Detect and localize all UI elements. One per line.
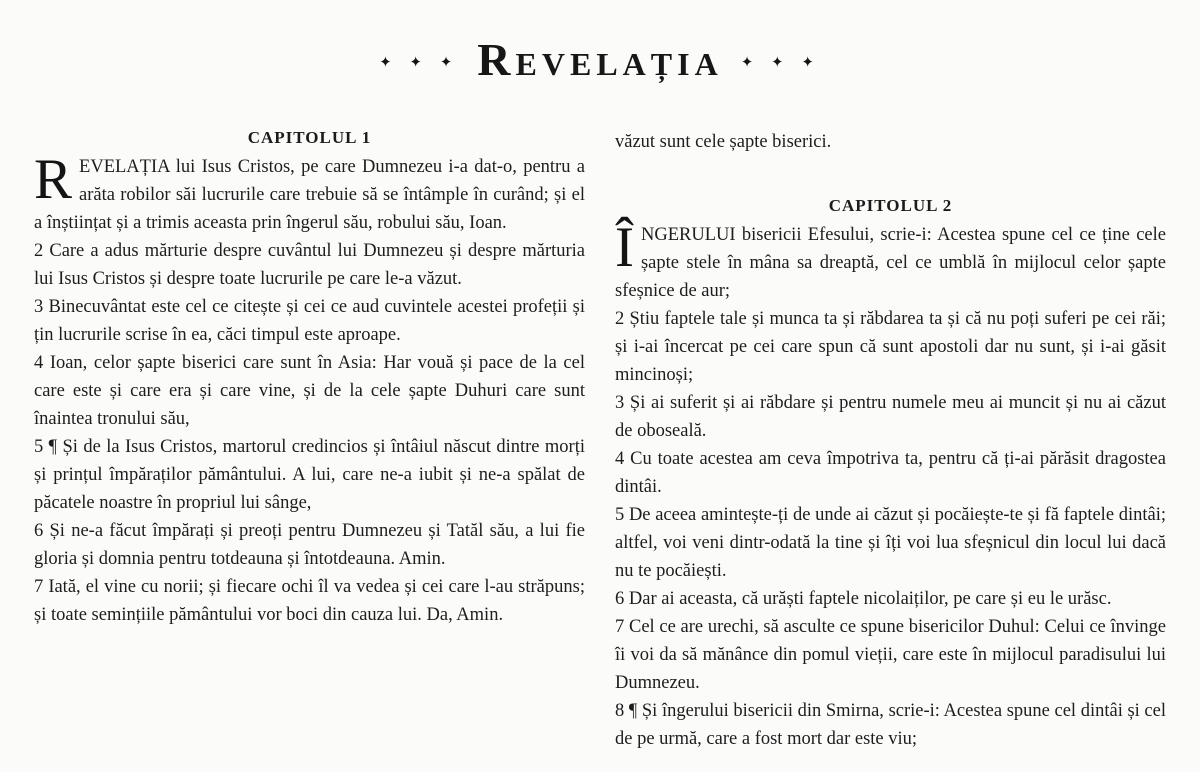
verse-paragraph: 8 ¶ Și îngerului bisericii din Smirna, scrie-i: Acestea spune cel dintâi și cel de pe urmă, care a fost mort dar este viu; — [615, 701, 1166, 749]
verse-paragraph: 5 De aceea amintește-ți de unde ai căzut și pocăiește-te și fă faptele dintâi; altfel, voi veni dintr-odată la tine și îți voi lua sfeșnicul din locul lui dacă nu te pocăiești. — [615, 505, 1166, 581]
verse-paragraph: 5 ¶ Și de la Isus Cristos, martorul credincios și întâiul născut dintre morți și prințul împăraților pământului. A lui, care ne-a iubit și ne-a spălat de păcatele noastre în propriul lui sânge, — [34, 437, 585, 513]
verse-paragraph: 4 Cu toate acestea am ceva împotriva ta, pentru că ți-ai părăsit dragostea dintâi. — [615, 449, 1166, 497]
verse-paragraph: 6 Dar ai aceasta, că urăști faptele nicolaiților, pe care și eu le urăsc. — [615, 589, 1112, 609]
verse-text: NGERULUI bisericii Efesului, scrie-i: Acestea spune cel ce ține cele șapte stele în mâna sa dreaptă, cel ce umblă în mijlocul celor șapte sfeșnice de aur; — [615, 225, 1166, 301]
drop-cap-letter: Î — [615, 216, 634, 279]
chapter-1-opening-verse — [34, 148, 585, 237]
carryover-verse-fragment: văzut sunt cele șapte biserici. — [615, 132, 832, 152]
verse-paragraph: 6 Și ne-a făcut împărați și preoți pentru Dumnezeu și Tatăl său, a lui fie gloria și domnia pentru totdeauna și întotdeauna. Amin. — [34, 521, 585, 569]
diamond-ornament-icon: ✦ ✦ ✦ — [740, 54, 821, 71]
book-title: Revelația — [477, 34, 723, 85]
verse-paragraph: 3 Și ai suferit și ai răbdare și pentru numele meu ai muncit și nu ai căzut de oboseală. — [615, 393, 1166, 441]
book-title-row — [0, 36, 1200, 84]
column-left — [34, 128, 585, 753]
chapter-2-opening-verse — [615, 216, 1166, 305]
verse-paragraph: 2 Care a adus mărturie despre cuvântul lui Dumnezeu și despre mărturia lui Isus Cristos și despre toate lucrurile pe care le-a văzut. — [34, 241, 585, 289]
chapter-2-heading: CAPITOLUL 2 — [828, 196, 953, 215]
verse-paragraph: 7 Iată, el vine cu norii; și fiecare ochi îl va vedea și cei care l-au străpuns; și toate semințiile pământului vor boci din cauza lui. Da, Amin. — [34, 577, 585, 625]
drop-cap-letter: R — [34, 148, 73, 211]
diamond-ornament-icon: ✦ ✦ ✦ — [379, 54, 460, 71]
column-right — [615, 128, 1166, 753]
verse-paragraph: 2 Știu faptele tale și munca ta și răbdarea ta și că nu poți suferi pe cei răi; și i-ai încercat pe cei care spun că sunt apostoli dar nu sunt, și i-ai găsit mincinoși; — [615, 309, 1166, 385]
chapter-1-heading: CAPITOLUL 1 — [247, 128, 372, 147]
verse-paragraph: 4 Ioan, celor șapte biserici care sunt în Asia: Har vouă și pace de la cel care este și care era și care vine, și de la cele șapte Duhuri care sunt înaintea tronului său, — [34, 353, 585, 429]
verse-text: EVELAȚIA lui Isus Cristos, pe care Dumnezeu i-a dat-o, pentru a arăta robilor săi lucrurile care trebuie să se întâmple în curând; și el a înștiințat și a trimis aceasta prin îngerul său, robului său, Ioan. — [34, 157, 585, 233]
two-column-text-block — [0, 128, 1200, 753]
verse-paragraph: 7 Cel ce are urechi, să asculte ce spune bisericilor Duhul: Celui ce învinge îi voi da să mănânce din pomul vieții, care este în mijlocul paradisului lui Dumnezeu. — [615, 617, 1166, 693]
verse-paragraph: 3 Binecuvântat este cel ce citește și cei ce aud cuvintele acestei profeții și țin lucrurile scrise în ea, căci timpul este aproape. — [34, 297, 585, 345]
